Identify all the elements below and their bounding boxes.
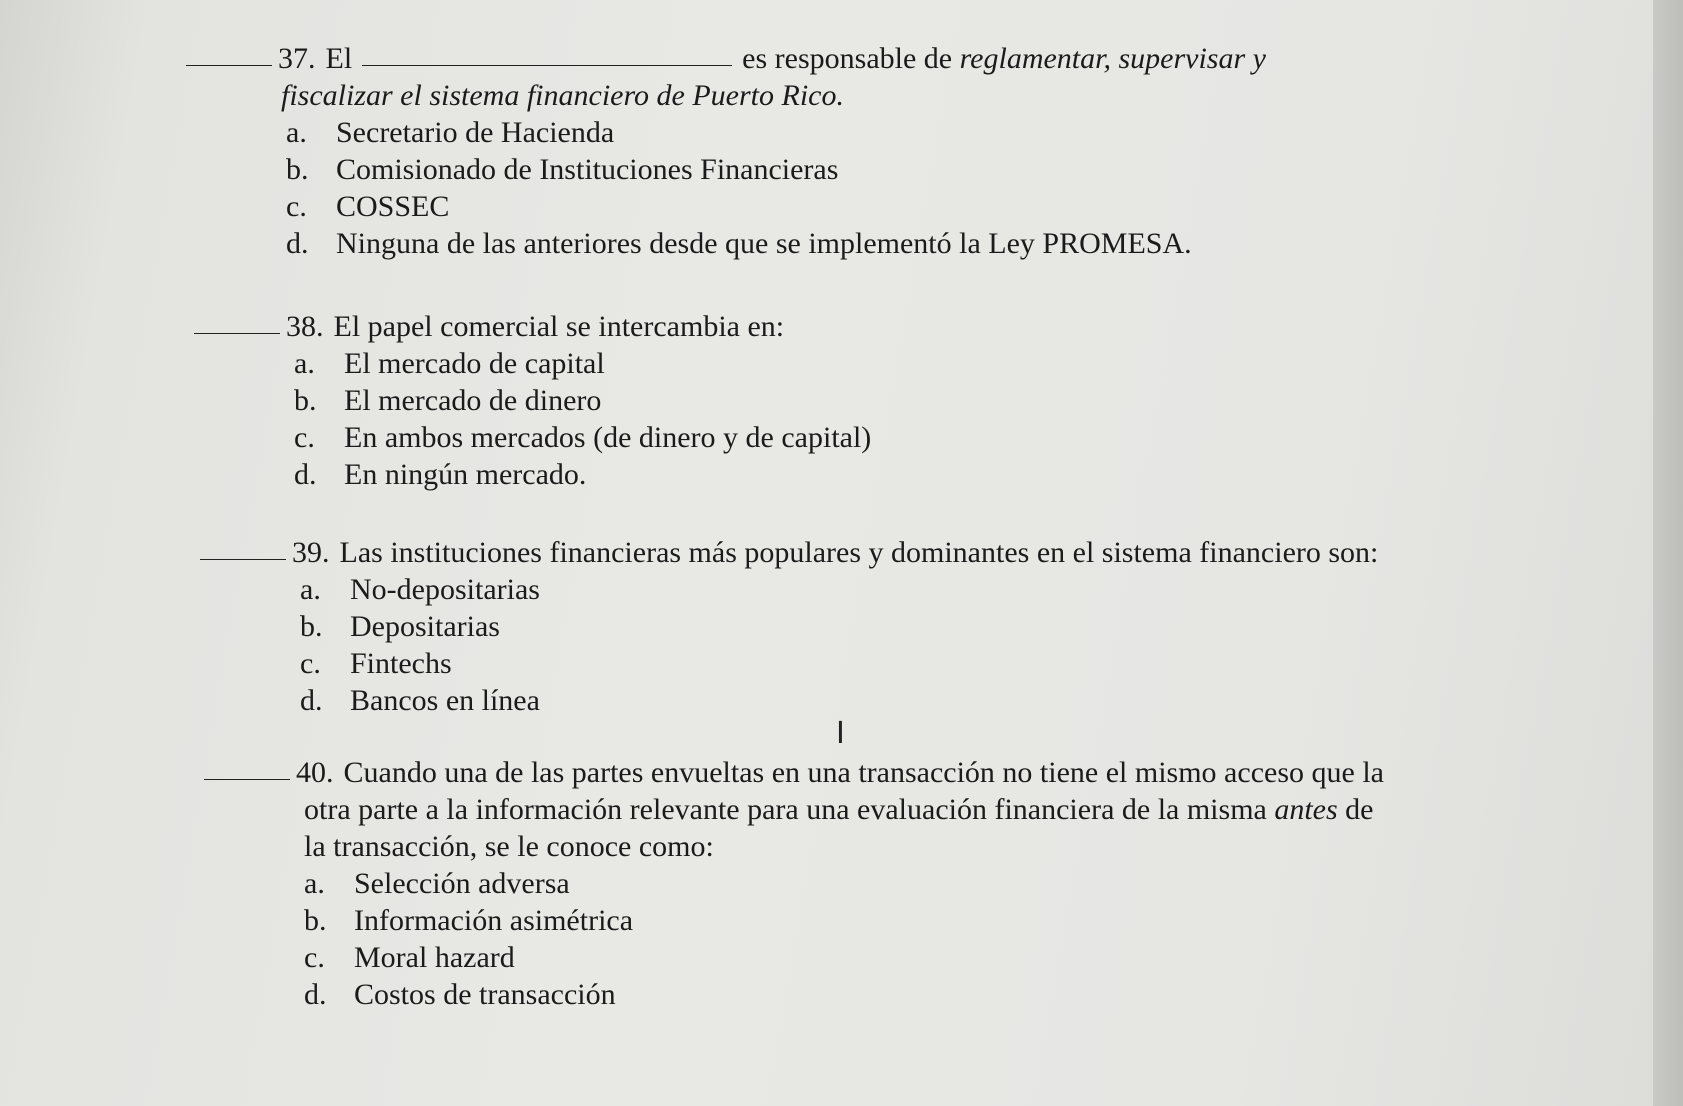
option-text: Comisionado de Instituciones Financieras <box>336 153 839 186</box>
option-letter: a. <box>304 867 325 900</box>
option-text: Costos de transacción <box>354 978 616 1011</box>
option-text: Selección adversa <box>354 867 570 900</box>
option-38-a <box>294 345 871 382</box>
option-text: En ningún mercado. <box>344 458 587 491</box>
option-letter: d. <box>300 684 323 717</box>
option-text: No-depositarias <box>350 573 540 606</box>
options-list-37 <box>186 114 1266 262</box>
option-letter: c. <box>294 421 315 454</box>
option-text: En ambos mercados (de dinero y de capital) <box>344 421 872 454</box>
option-text: Secretario de Hacienda <box>336 116 615 149</box>
question-number: 40. <box>296 756 334 789</box>
question-lead: El <box>325 42 353 75</box>
option-text: El mercado de dinero <box>344 384 602 417</box>
option-38-b <box>294 382 871 419</box>
question-39 <box>200 534 1378 719</box>
option-text: Moral hazard <box>354 941 515 974</box>
question-text: Cuando una de las partes envueltas en una transacción no tiene el mismo acceso que la <box>343 756 1384 789</box>
option-letter: c. <box>304 941 325 974</box>
question-38-line <box>194 308 871 345</box>
option-39-d <box>300 682 1378 719</box>
question-number: 37. <box>278 42 316 75</box>
question-37 <box>186 40 1266 262</box>
option-letter: b. <box>294 384 317 417</box>
option-40-a <box>304 865 1384 902</box>
option-letter: a. <box>294 347 315 380</box>
page-edge-shadow <box>1653 0 1683 1106</box>
option-letter: b. <box>300 610 323 643</box>
question-text: de <box>1345 793 1374 826</box>
options-list-39 <box>200 571 1378 719</box>
answer-blank-37 <box>186 64 272 66</box>
option-text: Ninguna de las anteriores desde que se implementó la Ley PROMESA. <box>336 227 1192 260</box>
option-39-c <box>300 645 1378 682</box>
option-37-b <box>286 151 1266 188</box>
question-40-line <box>204 754 1384 791</box>
options-list-38 <box>194 345 871 493</box>
option-text: El mercado de capital <box>344 347 605 380</box>
option-letter: a. <box>300 573 321 606</box>
question-continuation-text: fiscalizar el sistema financiero de Puerto Rico. <box>281 79 844 112</box>
option-letter: d. <box>294 458 317 491</box>
question-40 <box>204 754 1384 1013</box>
option-text: Depositarias <box>350 610 500 643</box>
option-38-c <box>294 419 871 456</box>
question-37-line <box>186 40 1266 77</box>
option-text: Fintechs <box>350 647 452 680</box>
option-37-a <box>286 114 1266 151</box>
option-letter: b. <box>286 153 309 186</box>
option-38-d <box>294 456 871 493</box>
question-number: 38. <box>286 310 324 343</box>
question-italic-text: antes <box>1274 793 1338 826</box>
answer-blank-39 <box>200 558 286 560</box>
option-text: Bancos en línea <box>350 684 540 717</box>
question-text: otra parte a la información relevante para una evaluación financiera de la misma <box>304 793 1267 826</box>
option-letter: a. <box>286 116 307 149</box>
option-text: Información asimétrica <box>354 904 634 937</box>
option-40-b <box>304 902 1384 939</box>
question-text: es responsable de <box>742 42 953 75</box>
option-39-b <box>300 608 1378 645</box>
option-40-d <box>304 976 1384 1013</box>
question-text: la transacción, se le conoce como: <box>304 830 714 863</box>
question-number: 39. <box>292 536 330 569</box>
answer-blank-38 <box>194 332 280 334</box>
option-letter: b. <box>304 904 327 937</box>
option-37-c <box>286 188 1266 225</box>
option-letter: d. <box>286 227 309 260</box>
options-list-40 <box>204 865 1384 1013</box>
option-letter: c. <box>286 190 307 223</box>
option-40-c <box>304 939 1384 976</box>
option-text: COSSEC <box>336 190 450 223</box>
question-continuation <box>186 77 1266 114</box>
text-cursor-icon: I <box>836 716 845 751</box>
option-letter: c. <box>300 647 321 680</box>
option-letter: d. <box>304 978 327 1011</box>
answer-blank-40 <box>204 778 290 780</box>
fill-in-blank <box>362 64 732 66</box>
question-text: Las instituciones financieras más populares y dominantes en el sistema financiero son: <box>339 536 1379 569</box>
question-continuation <box>204 791 1384 828</box>
option-39-a <box>300 571 1378 608</box>
question-text: El papel comercial se intercambia en: <box>333 310 785 343</box>
question-italic-text: reglamentar, supervisar y <box>959 42 1266 75</box>
question-38 <box>194 308 871 493</box>
question-39-line <box>200 534 1378 571</box>
option-37-d <box>286 225 1266 262</box>
question-continuation <box>204 828 1384 865</box>
